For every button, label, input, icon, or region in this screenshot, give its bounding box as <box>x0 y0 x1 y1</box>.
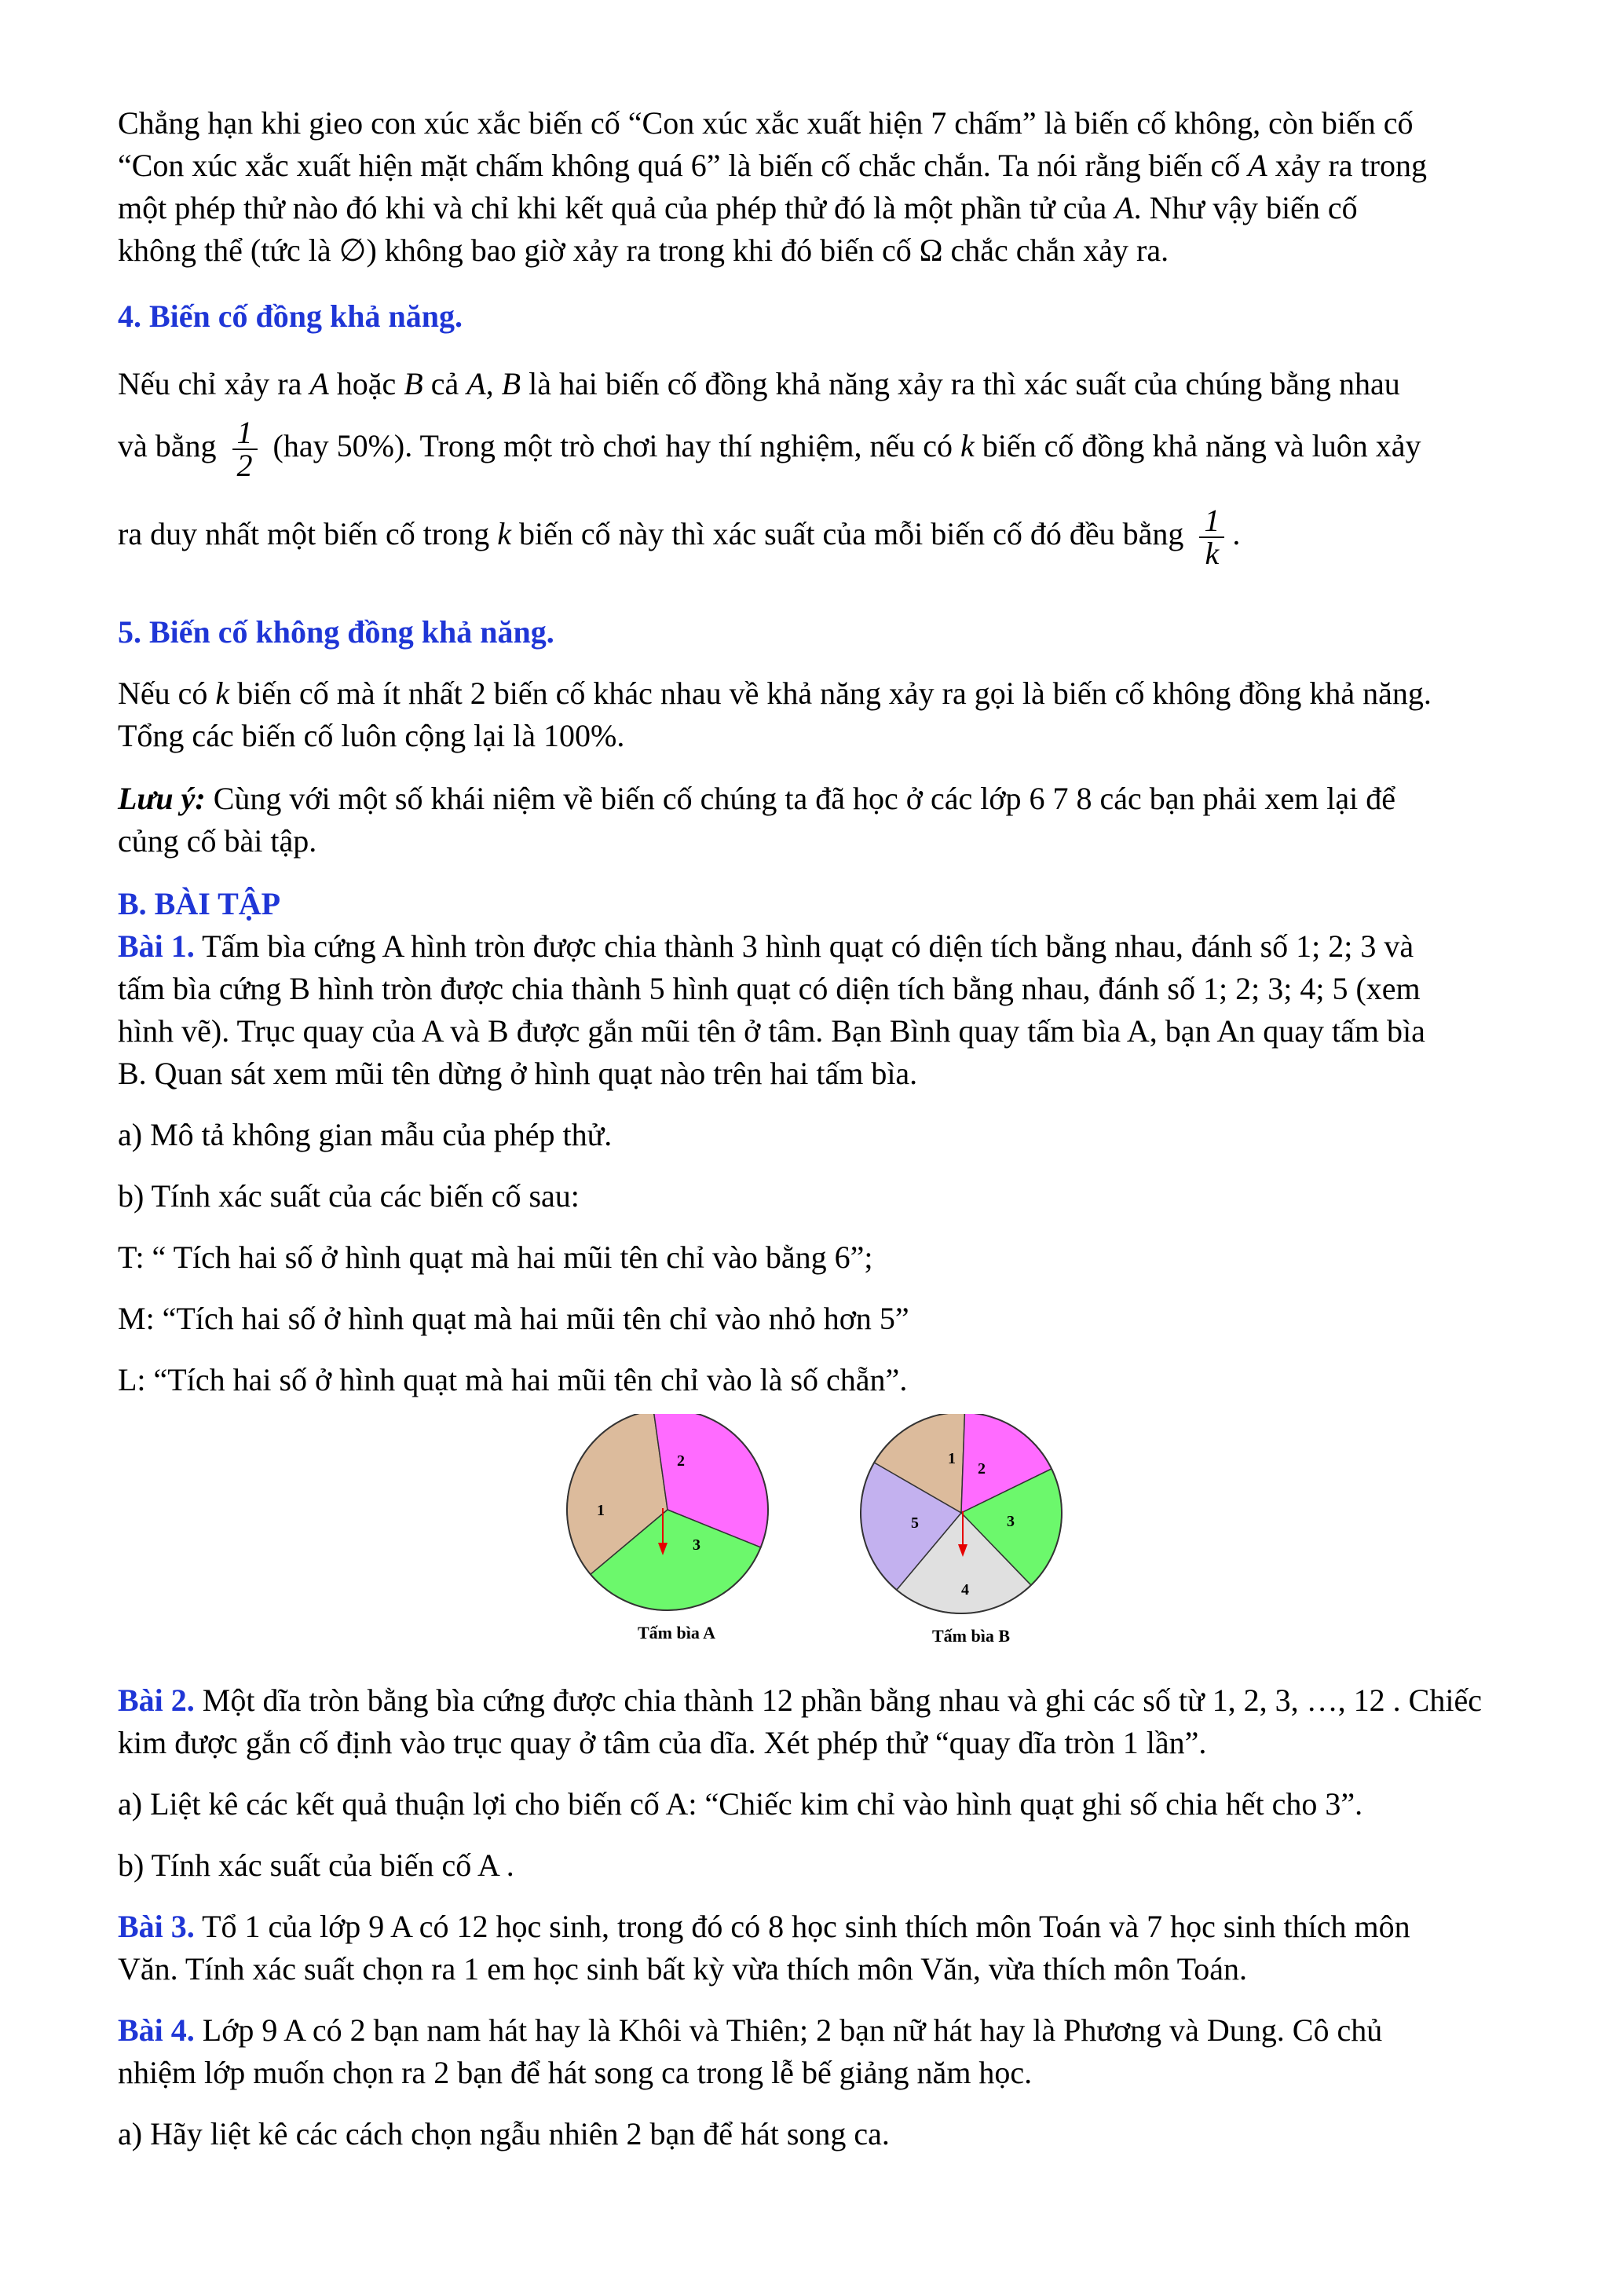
wheel-b-label-3: 3 <box>1007 1513 1015 1530</box>
body-text: Nếu chỉ xảy ra <box>118 366 302 401</box>
math-var: A, B <box>466 366 521 401</box>
body-text: cả <box>430 366 459 401</box>
bai-1-part-a: a) Mô tả không gian mẫu của phép thử. <box>118 1117 613 1152</box>
caption-wheel-b: Tấm bìa B <box>932 1626 1011 1646</box>
bai-1-event-t: T: “ Tích hai số ở hình quạt mà hai mũi tên chỉ vào bằng 6”; <box>118 1240 873 1275</box>
intro-text: chắc chắn xảy ra. <box>950 233 1169 268</box>
wheel-a-label-1: 1 <box>597 1502 605 1519</box>
note-line-1 <box>118 778 1516 820</box>
section-5-line-2: Tổng các biến cố luôn cộng lại là 100%. <box>118 718 625 753</box>
body-text: Một dĩa tròn bằng bìa cứng được chia thành 12 phần bằng nhau và ghi các số từ 1, 2, 3, …, 12 . Chiếc <box>202 1683 1482 1718</box>
body-text: hoặc <box>336 366 397 401</box>
intro-text: Chẳng hạn khi gieo con xúc xắc biến cố “Con xúc xắc xuất hiện 7 chấm” là biến cố không, còn biến cố <box>118 105 1414 141</box>
section-4-line-1 <box>118 363 1516 405</box>
exercises-heading: B. BÀI TẬP <box>118 886 281 921</box>
bai-1-line-4: B. Quan sát xem mũi tên dừng ở hình quạt nào trên hai tấm bìa. <box>118 1056 918 1091</box>
body-text: và bằng <box>118 428 217 463</box>
bai-4-line-2: nhiệm lớp muốn chọn ra 2 bạn để hát song ca trong lễ bế giảng năm học. <box>118 2055 1033 2090</box>
intro-line-2 <box>118 145 1516 187</box>
exercise-label: Bài 1. <box>118 928 195 964</box>
body-text: Lớp 9 A có 2 bạn nam hát hay là Khôi và Thiên; 2 bạn nữ hát hay là Phương và Dung. Cô chủ <box>202 2012 1383 2048</box>
fraction-denominator: 2 <box>236 447 253 483</box>
fraction-numerator: 1 <box>1199 505 1224 538</box>
fraction-denominator: k <box>1205 535 1220 571</box>
intro-text: không thể (tức là ∅) không bao giờ xảy ra trong khi đó biến cố <box>118 233 912 268</box>
body-text: Nếu có <box>118 676 208 711</box>
exercise-label: Bài 3. <box>118 1909 195 1944</box>
math-var: k <box>497 516 511 551</box>
bai-2-line-2: kim được gắn cố định vào trục quay ở tâm của dĩa. Xét phép thử “quay dĩa tròn 1 lần”. <box>118 1725 1207 1760</box>
bai-4-line-1 <box>118 2009 1516 2052</box>
bai-3-line-2: Văn. Tính xác suất chọn ra 1 em học sinh bất kỳ vừa thích môn Văn, vừa thích môn Toán. <box>118 1951 1248 1987</box>
intro-line-1 <box>118 102 1516 145</box>
wheel-a <box>567 1414 768 1642</box>
body-text: (hay 50%). Trong một trò chơi hay thí nghiệm, nếu có <box>272 428 953 463</box>
bai-1-event-m: M: “Tích hai số ở hình quạt mà hai mũi tên chỉ vào nhỏ hơn 5” <box>118 1301 909 1336</box>
body-text: Tổ 1 của lớp 9 A có 12 học sinh, trong đó có 8 học sinh thích môn Toán và 7 học sinh thích môn <box>202 1909 1410 1944</box>
bai-4-part-a: a) Hãy liệt kê các cách chọn ngẫu nhiên 2 bạn để hát song ca. <box>118 2116 890 2151</box>
wheel-b-label-4: 4 <box>961 1581 969 1598</box>
section-4-line-2 <box>118 407 1516 485</box>
note-line-2: củng cố bài tập. <box>118 823 317 859</box>
intro-line-3 <box>118 187 1516 229</box>
wheel-b-label-1: 1 <box>948 1450 956 1467</box>
bai-1-line-1 <box>118 925 1516 968</box>
math-var: k <box>215 676 230 711</box>
bai-1-line-2: tấm bìa cứng B hình tròn được chia thành 5 hình quạt có diện tích bằng nhau, đánh số 1; 2; 3; 4; 5 (xem <box>118 971 1421 1006</box>
body-text: . <box>1232 516 1241 551</box>
bai-3-line-1 <box>118 1906 1516 1948</box>
math-var: A <box>1114 190 1134 225</box>
section-4-heading: 4. Biến cố đồng khả năng. <box>118 298 463 334</box>
bai-1-line-3: hình vẽ). Trục quay của A và B được gắn mũi tên ở tâm. Bạn Bình quay tấm bìa A, bạn An quay tấm bìa <box>118 1013 1425 1049</box>
section-5-heading: 5. Biến cố không đồng khả năng. <box>118 614 554 650</box>
wheel-b <box>861 1414 1062 1646</box>
wheel-b-label-5: 5 <box>911 1514 919 1532</box>
intro-text: xảy ra trong <box>1275 148 1427 183</box>
fraction-one-half <box>232 414 258 483</box>
spinner-figure <box>558 1414 1154 1650</box>
section-5-line-1 <box>118 672 1516 715</box>
math-symbol: Ω <box>919 233 943 268</box>
fraction-one-over-k <box>1199 502 1224 571</box>
wheel-a-label-2: 2 <box>677 1452 685 1470</box>
body-text: Cùng với một số khái niệm về biến cố chúng ta đã học ở các lớp 6 7 8 các bạn phải xem lại để <box>213 781 1395 816</box>
body-text: ra duy nhất một biến cố trong <box>118 516 490 551</box>
math-var: B <box>404 366 423 401</box>
intro-line-4 <box>118 229 1516 272</box>
bai-2-part-a: a) Liệt kê các kết quả thuận lợi cho biến cố A: “Chiếc kim chỉ vào hình quạt ghi số chia hết cho 3”. <box>118 1786 1363 1822</box>
exercise-label: Bài 4. <box>118 2012 195 2048</box>
body-text: là hai biến cố đồng khả năng xảy ra thì xác suất của chúng bằng nhau <box>529 366 1400 401</box>
note-label: Lưu ý: <box>118 781 206 816</box>
body-text: biến cố đồng khả năng và luôn xảy <box>982 428 1421 463</box>
section-4-line-3 <box>118 495 1516 573</box>
fraction-numerator: 1 <box>232 417 258 450</box>
bai-2-line-1 <box>118 1679 1516 1722</box>
math-var: A <box>1248 148 1267 183</box>
caption-wheel-a: Tấm bìa A <box>638 1623 716 1642</box>
math-var: k <box>960 428 975 463</box>
intro-text: một phép thử nào đó khi và chỉ khi kết quả của phép thử đó là một phần tử của <box>118 190 1107 225</box>
wheel-a-label-3: 3 <box>693 1536 700 1554</box>
math-var: A <box>309 366 329 401</box>
body-text: biến cố này thì xác suất của mỗi biến cố đó đều bằng <box>519 516 1184 551</box>
bai-1-event-l: L: “Tích hai số ở hình quạt mà hai mũi tên chỉ vào là số chẵn”. <box>118 1362 908 1397</box>
body-text: biến cố mà ít nhất 2 biến cố khác nhau về khả năng xảy ra gọi là biến cố không đồng khả năng. <box>237 676 1432 711</box>
bai-1-part-b: b) Tính xác suất của các biến cố sau: <box>118 1178 580 1214</box>
intro-text: “Con xúc xắc xuất hiện mặt chấm không quá 6” là biến cố chắc chắn. Ta nói rằng biến cố <box>118 148 1241 183</box>
body-text: Tấm bìa cứng A hình tròn được chia thành 3 hình quạt có diện tích bằng nhau, đánh số 1; 2; 3 và <box>202 928 1414 964</box>
bai-2-part-b: b) Tính xác suất của biến cố A . <box>118 1847 514 1883</box>
intro-text: . Như vậy biến cố <box>1133 190 1358 225</box>
wheel-b-label-2: 2 <box>978 1460 986 1478</box>
exercise-label: Bài 2. <box>118 1683 195 1718</box>
